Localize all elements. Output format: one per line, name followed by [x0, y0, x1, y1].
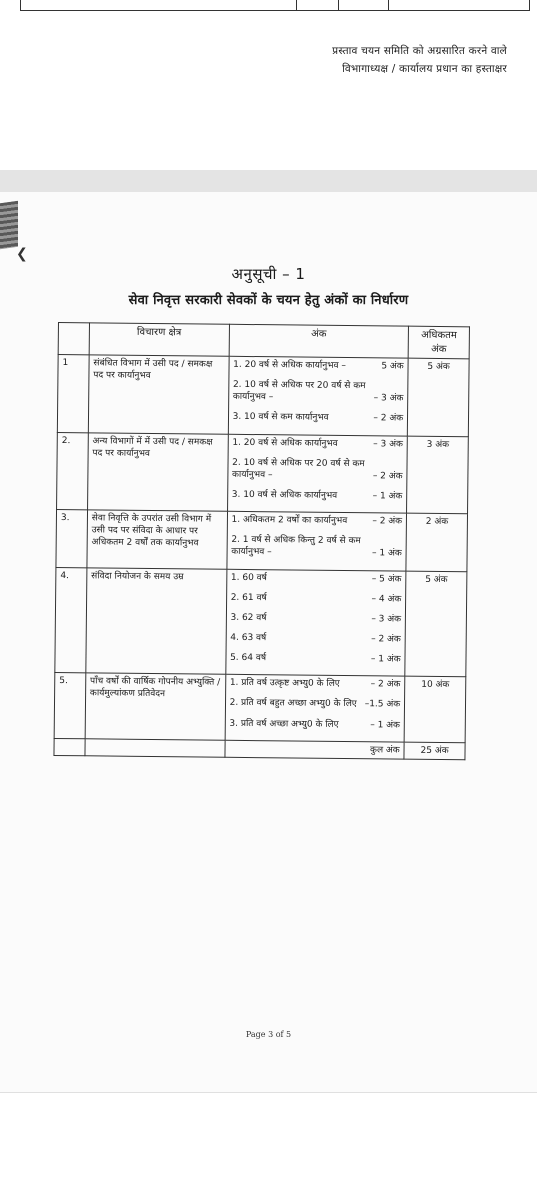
- marks-item: [232, 436, 403, 450]
- marks-item-text: 5. 64 वर्ष: [230, 652, 267, 664]
- table-body: [54, 355, 469, 743]
- total-row: [54, 738, 465, 759]
- marks-item-points: – 3 अंक: [373, 393, 404, 404]
- marks-item-points: – 1 अंक: [371, 548, 402, 560]
- marks-item-text: 3. 10 वर्ष से अधिक कार्यानुभव: [231, 489, 338, 501]
- marks-item-text: 2. 1 वर्ष से अधिक किन्तु 2 वर्ष से कम कार्यानुभव –: [231, 535, 361, 558]
- table-row: [56, 510, 468, 572]
- signature-caption-line-2: विभागाध्यक्ष / कार्यालय प्रधान का हस्ताक्षर: [342, 63, 507, 75]
- marks-item-text: 4. 63 वर्ष: [230, 632, 267, 644]
- row-serial: 1: [57, 355, 89, 433]
- row-marks: [227, 434, 407, 513]
- marks-item-points: – 3 अंक: [373, 438, 403, 450]
- signature-caption-line-1: प्रस्ताव चयन समिति को अग्रसारित करने वाले: [332, 45, 507, 57]
- marks-item-points: – 1 अंक: [370, 719, 401, 731]
- table-row: [57, 355, 469, 437]
- staple-mark-icon: [0, 201, 18, 250]
- row-area: पाँच वर्षों की वार्षिक गोपनीय अभ्युक्ति / कार्यमुल्यांकण प्रतिवेदन: [85, 673, 225, 740]
- marks-item-points: – 4 अंक: [371, 593, 402, 605]
- marks-item: [233, 379, 404, 405]
- marks-item-points: – 1 अंक: [372, 491, 403, 502]
- marks-item-points: – 2 अंक: [370, 679, 401, 690]
- page-gap: [0, 170, 537, 192]
- marks-item-points: – 1 अंक: [370, 654, 401, 665]
- total-label: कुल अंक: [225, 740, 405, 759]
- row-marks: [225, 569, 406, 677]
- row-area: संविदा नियोजन के समय उम्र: [86, 567, 227, 674]
- marks-item: [230, 632, 401, 646]
- schedule-title: अनुसूची – 1: [231, 265, 306, 283]
- row-serial: 3.: [56, 510, 87, 568]
- row-area: अन्य विभागों में में उसी पद / समकक्ष पद पर कार्यानुभव: [87, 432, 228, 511]
- marks-item: [232, 457, 403, 483]
- marks-table: [53, 322, 470, 760]
- total-value: 25 अंक: [404, 742, 465, 760]
- marks-item-text: 3. 62 वर्ष: [230, 612, 267, 624]
- marks-item-text: 2. 10 वर्ष से अधिक पर 20 वर्ष से कम कार्यानुभव –: [232, 379, 366, 403]
- marks-item-points: 5 अंक: [381, 361, 404, 372]
- marks-item: [230, 697, 401, 711]
- total-area-cell: [85, 738, 225, 757]
- row-max: 2 अंक: [406, 513, 467, 571]
- marks-item: [231, 571, 402, 585]
- marks-item-text: 1. 20 वर्ष से अधिक कार्यानुभव: [232, 437, 338, 449]
- marks-item-points: – 3 अंक: [371, 614, 402, 625]
- marks-item-points: – 2 अंक: [373, 413, 404, 425]
- bottom-margin: [0, 1092, 537, 1201]
- marks-item: [231, 514, 402, 528]
- punch-mark-icon: ❮: [16, 246, 28, 262]
- table-divider: [296, 0, 297, 10]
- header-area: विचारण क्षेत्र: [89, 323, 229, 356]
- row-marks: [228, 356, 408, 435]
- table-divider: [338, 0, 339, 10]
- header-sn: [58, 323, 89, 355]
- marks-item-points: – 2 अंक: [372, 471, 403, 482]
- row-max: 5 अंक: [408, 358, 470, 436]
- marks-item-text: 2. प्रति वर्ष बहुत अच्छा अभ्यु0 के लिए: [229, 698, 357, 710]
- marks-item-text: 3. प्रति वर्ष अच्छा अभ्यु0 के लिए: [229, 718, 339, 730]
- row-marks: [227, 511, 407, 570]
- table-bottom-edge: [20, 0, 530, 11]
- table-header-row: [58, 323, 469, 359]
- marks-item-points: – 2 अंक: [372, 516, 403, 527]
- marks-item-text: 2. 61 वर्ष: [230, 592, 267, 603]
- marks-item: [229, 717, 400, 731]
- marks-item: [230, 677, 401, 691]
- marks-item-text: 1. प्रति वर्ष उत्कृष्ट अभ्यु0 के लिए: [229, 678, 340, 690]
- marks-item-text: 3. 10 वर्ष से कम कार्यानुभव: [232, 412, 329, 424]
- row-max: 10 अंक: [404, 676, 465, 742]
- marks-item: [233, 359, 404, 373]
- header-max: अधिकतम अंक: [408, 326, 469, 359]
- row-max: 5 अंक: [405, 571, 467, 677]
- marks-item-points: –1.5 अंक: [364, 699, 401, 710]
- row-serial: 2.: [57, 432, 89, 510]
- table-row: [55, 567, 467, 677]
- marks-item: [231, 592, 402, 606]
- marks-item-points: – 2 अंक: [371, 634, 401, 645]
- scanned-page: [0, 192, 537, 1092]
- marks-item: [231, 534, 402, 560]
- marks-item-text: 2. 10 वर्ष से अधिक पर 20 वर्ष से कम कार्यानुभव –: [231, 457, 365, 481]
- marks-item: [232, 489, 403, 503]
- row-marks: [225, 675, 405, 742]
- marks-item-points: – 5 अंक: [371, 573, 402, 585]
- row-serial: 5.: [54, 673, 85, 739]
- total-sn-cell: [54, 738, 85, 755]
- row-area: संबंधित विभाग में उसी पद / समकक्ष पद पर कार्यानुभव: [88, 355, 229, 434]
- table-row: [54, 673, 466, 743]
- row-max: 3 अंक: [407, 436, 469, 514]
- marks-item: [230, 612, 401, 626]
- marks-item: [233, 411, 404, 425]
- row-area: सेवा निवृत्ति के उपरांत उसी विभाग में उसी पद पर संविदा के आधार पर अधिकतम 2 वर्षों तक कार्यानुभव: [87, 510, 227, 569]
- row-serial: 4.: [55, 567, 87, 673]
- schedule-subtitle: सेवा निवृत्त सरकारी सेवकों के चयन हेतु अंकों का निर्धारण: [128, 293, 409, 308]
- marks-item-text: 1. 20 वर्ष से अधिक कार्यानुभव –: [233, 359, 346, 372]
- header-marks: अंक: [229, 324, 409, 358]
- marks-item: [230, 652, 401, 666]
- previous-page-fragment: [0, 0, 537, 170]
- marks-item-text: 1. 60 वर्ष: [230, 572, 267, 583]
- marks-item-text: 1. अधिकतम 2 वर्षों का कार्यानुभव: [231, 514, 348, 527]
- table-divider: [388, 0, 389, 10]
- page-number: Page 3 of 5: [245, 1030, 292, 1039]
- table-row: [57, 432, 469, 514]
